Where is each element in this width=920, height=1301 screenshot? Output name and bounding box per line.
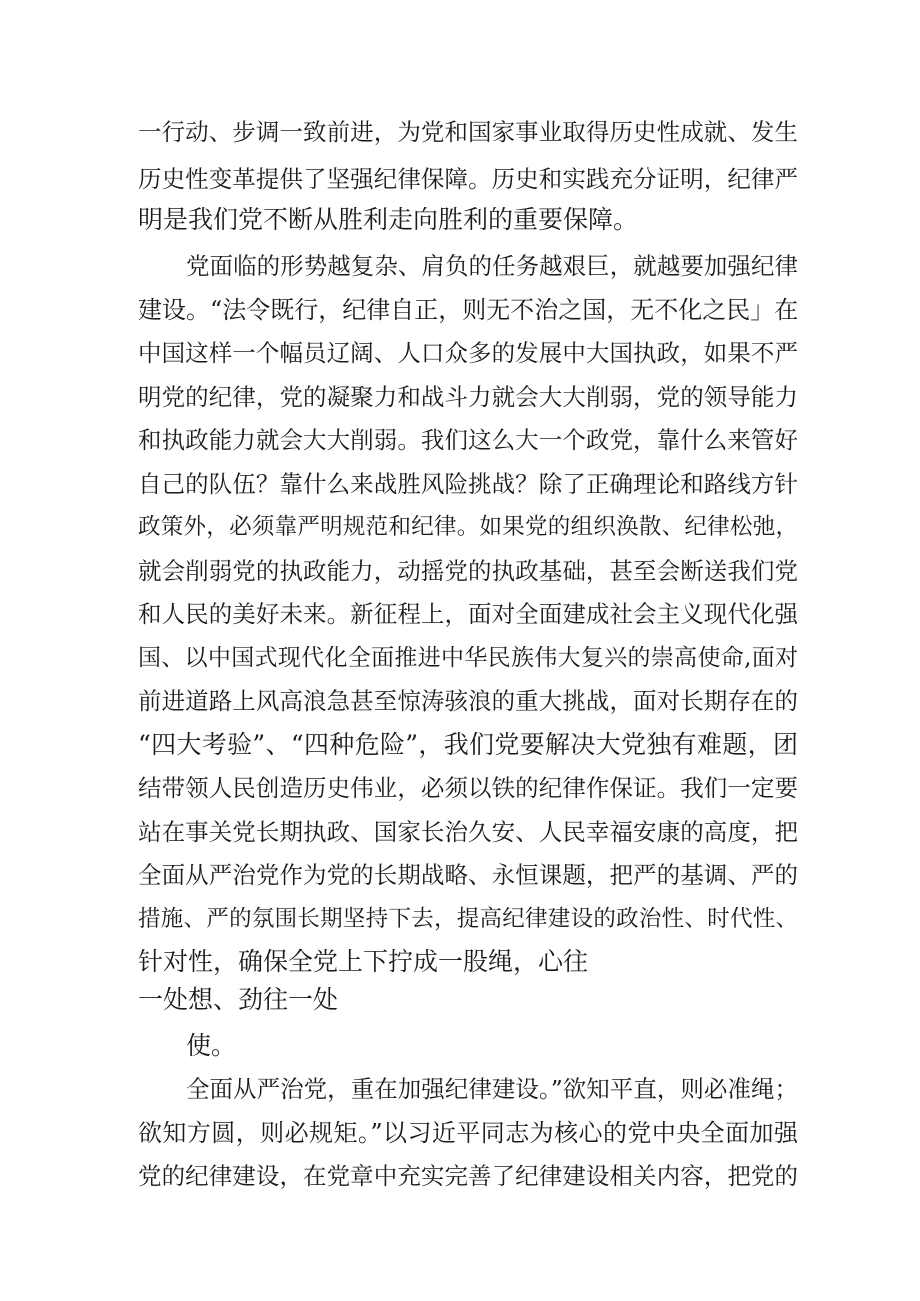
text-line: 就会削弱党的执政能力，动摇党的执政基础，甚至会断送我们党 — [138, 557, 798, 585]
text-line: 党的纪律建设，在党章中充实完善了纪律建设相关内容，把党的 — [138, 1162, 798, 1190]
text-line: 一处想、劲往一处 — [138, 985, 339, 1014]
text-line: 和人民的美好未来。新征程上，面对全面建成社会主义现代化强 — [138, 600, 798, 628]
text-line: 结带领人民创造历史伟业，必须以铁的纪律作保证。我们一定要 — [138, 774, 798, 802]
text-line: 站在事关党长期执政、国家长治久安、人民幸福安康的高度，把 — [138, 818, 798, 846]
text-line: 历史性变革提供了坚强纪律保障。历史和实践充分证明，纪律严 — [138, 165, 798, 193]
text-line: 明党的纪律，党的凝聚力和战斗力就会大大削弱，党的领导能力 — [138, 383, 798, 411]
text-line: 前进道路上风高浪急甚至惊涛骇浪的重大挑战，面对长期存在的 — [138, 687, 798, 715]
text-line: 针对性，确保全党上下拧成一股绳，心往 — [138, 947, 589, 976]
text-line: 中国这样一个幅员辽阔、人口众多的发展中大国执政，如果不严 — [138, 339, 798, 367]
text-line: 自己的队伍？靠什么来战胜风险挑战？除了正确理论和路线方针 — [138, 470, 798, 498]
text-line: 明是我们党不断从胜利走向胜利的重要保障。 — [138, 205, 639, 234]
text-line: 国、以中国式现代化全面推进中华民族伟大复兴的崇高使命,面对 — [138, 645, 798, 671]
text-line: 全面从严治党作为党的长期战略、永恒课题，把严的基调、严的 — [138, 861, 798, 889]
text-line: 政策外，必须靠严明规范和纪律。如果党的组织涣散、纪律松弛， — [138, 514, 798, 540]
text-line: 党面临的形势越复杂、肩负的任务越艰巨，就越要加强纪律 — [186, 252, 798, 280]
text-line: 和执政能力就会大大削弱。我们这么大一个政党，靠什么来管好 — [138, 426, 798, 454]
text-line: 使。 — [186, 1031, 237, 1060]
text-line: 建设。“法令既行，纪律自正，则无不治之国，无不化之民」在 — [138, 296, 799, 324]
text-line: “四大考验”、“四种危险”，我们党要解决大党独有难题，团 — [138, 730, 798, 759]
text-line: 一行动、步调一致前进，为党和国家事业取得历史性成就、发生 — [138, 118, 798, 146]
text-line: 措施、严的氛围长期坚持下去，提高纪律建设的政治性、时代性、 — [138, 906, 798, 932]
text-line: 全面从严治党，重在加强纪律建设。”欲知平直，则必准绳； — [186, 1075, 798, 1103]
text-line: 欲知方圆，则必规矩。”以习近平同志为核心的党中央全面加强 — [138, 1119, 798, 1147]
